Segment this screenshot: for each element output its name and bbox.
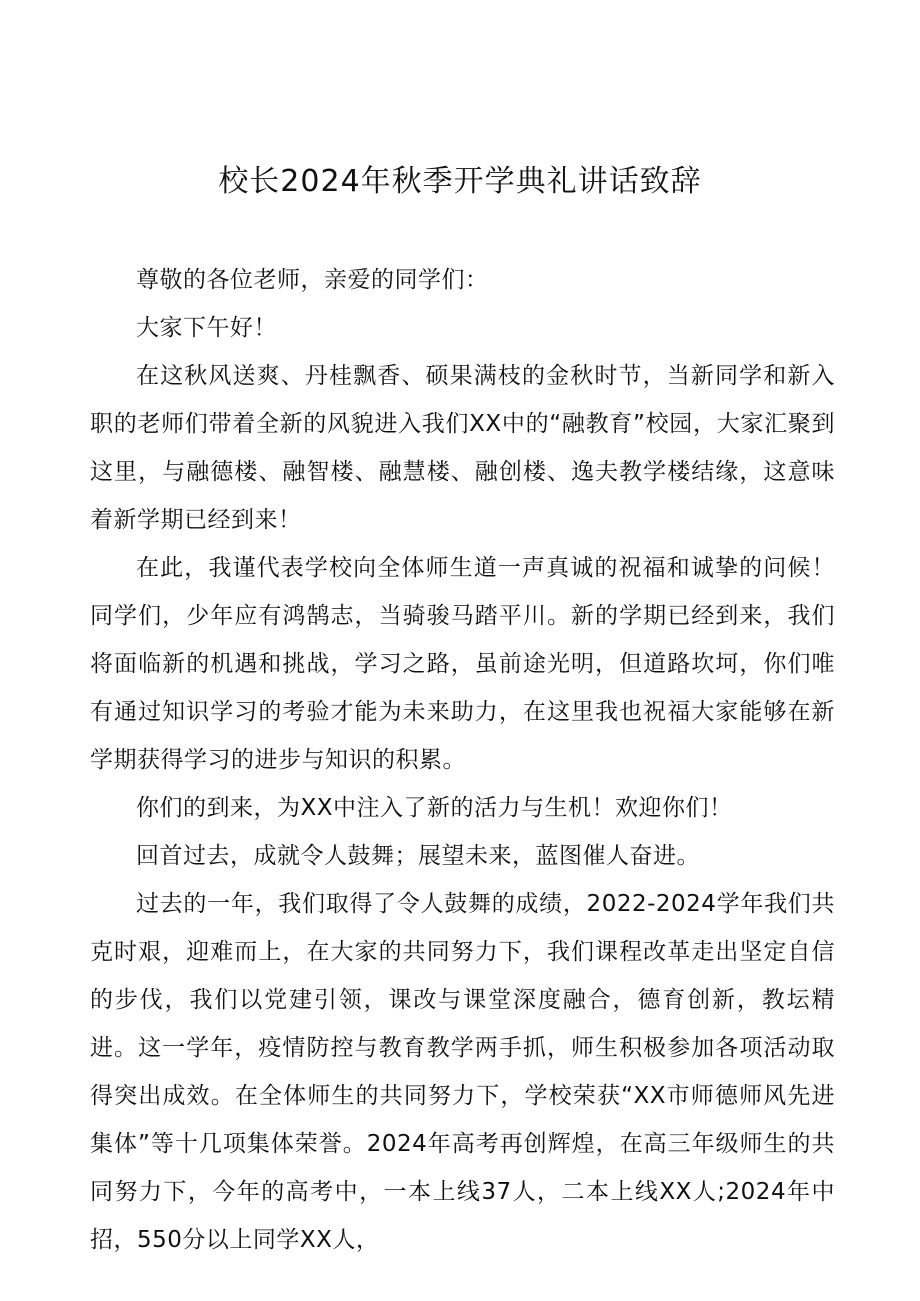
document-title: 校长2024年秋季开学典礼讲话致辞 <box>218 164 702 199</box>
paragraph-welcome-students: 你们的到来，为XX中注入了新的活力与生机！欢迎你们！ <box>136 795 733 821</box>
paragraph-blessing: 在此，我谨代表学校向全体师生道一声真诚的祝福和诚挚的问候！同学们，少年应有鸿鹄志，当骑骏马踏平川。新的学期已经到来，我们将面临新的机遇和挑战，学习之路，虽前途光明，但道路坎坷，你们唯有通过知识学习的考验才能为未来助力，在这里我也祝福大家能够在新学期获得学习的进步与知识的积累。 <box>90 555 835 773</box>
paragraph-greeting: 大家下午好！ <box>136 315 277 341</box>
paragraph-autumn-welcome: 在这秋风送爽、丹桂飘香、硕果满枝的金秋时节，当新同学和新入职的老师们带着全新的风貌进入我们XX中的“融教育”校园，大家汇聚到这里，与融德楼、融智楼、融慧楼、融创楼、逸夫教学楼结缘，这意味着新学期已经到来！ <box>90 363 835 533</box>
paragraph-review-outlook: 回首过去，成就令人鼓舞；展望未来，蓝图催人奋进。 <box>136 843 700 869</box>
paragraph-salutation: 尊敬的各位老师，亲爱的同学们： <box>136 267 489 293</box>
paragraph-achievements: 过去的一年，我们取得了令人鼓舞的成绩，2022-2024学年我们共克时艰，迎难而上，在大家的共同努力下，我们课程改革走出坚定自信的步伐，我们以党建引领，课改与课堂深度融合，德育创新，教坛精进。这一学年，疫情防控与教育教学两手抓，师生积极参加各项活动取得突出成效。在全体师生的共同努力下，学校荣获“XX市师德师风先进集体”等十几项集体荣誉。2024年高考再创辉煌，在高三年级师生的共同努力下，今年的高考中，一本上线37人，二本上线XX人;2024年中招，550分以上同学XX人， <box>90 891 835 1253</box>
document-body <box>90 256 835 1264</box>
